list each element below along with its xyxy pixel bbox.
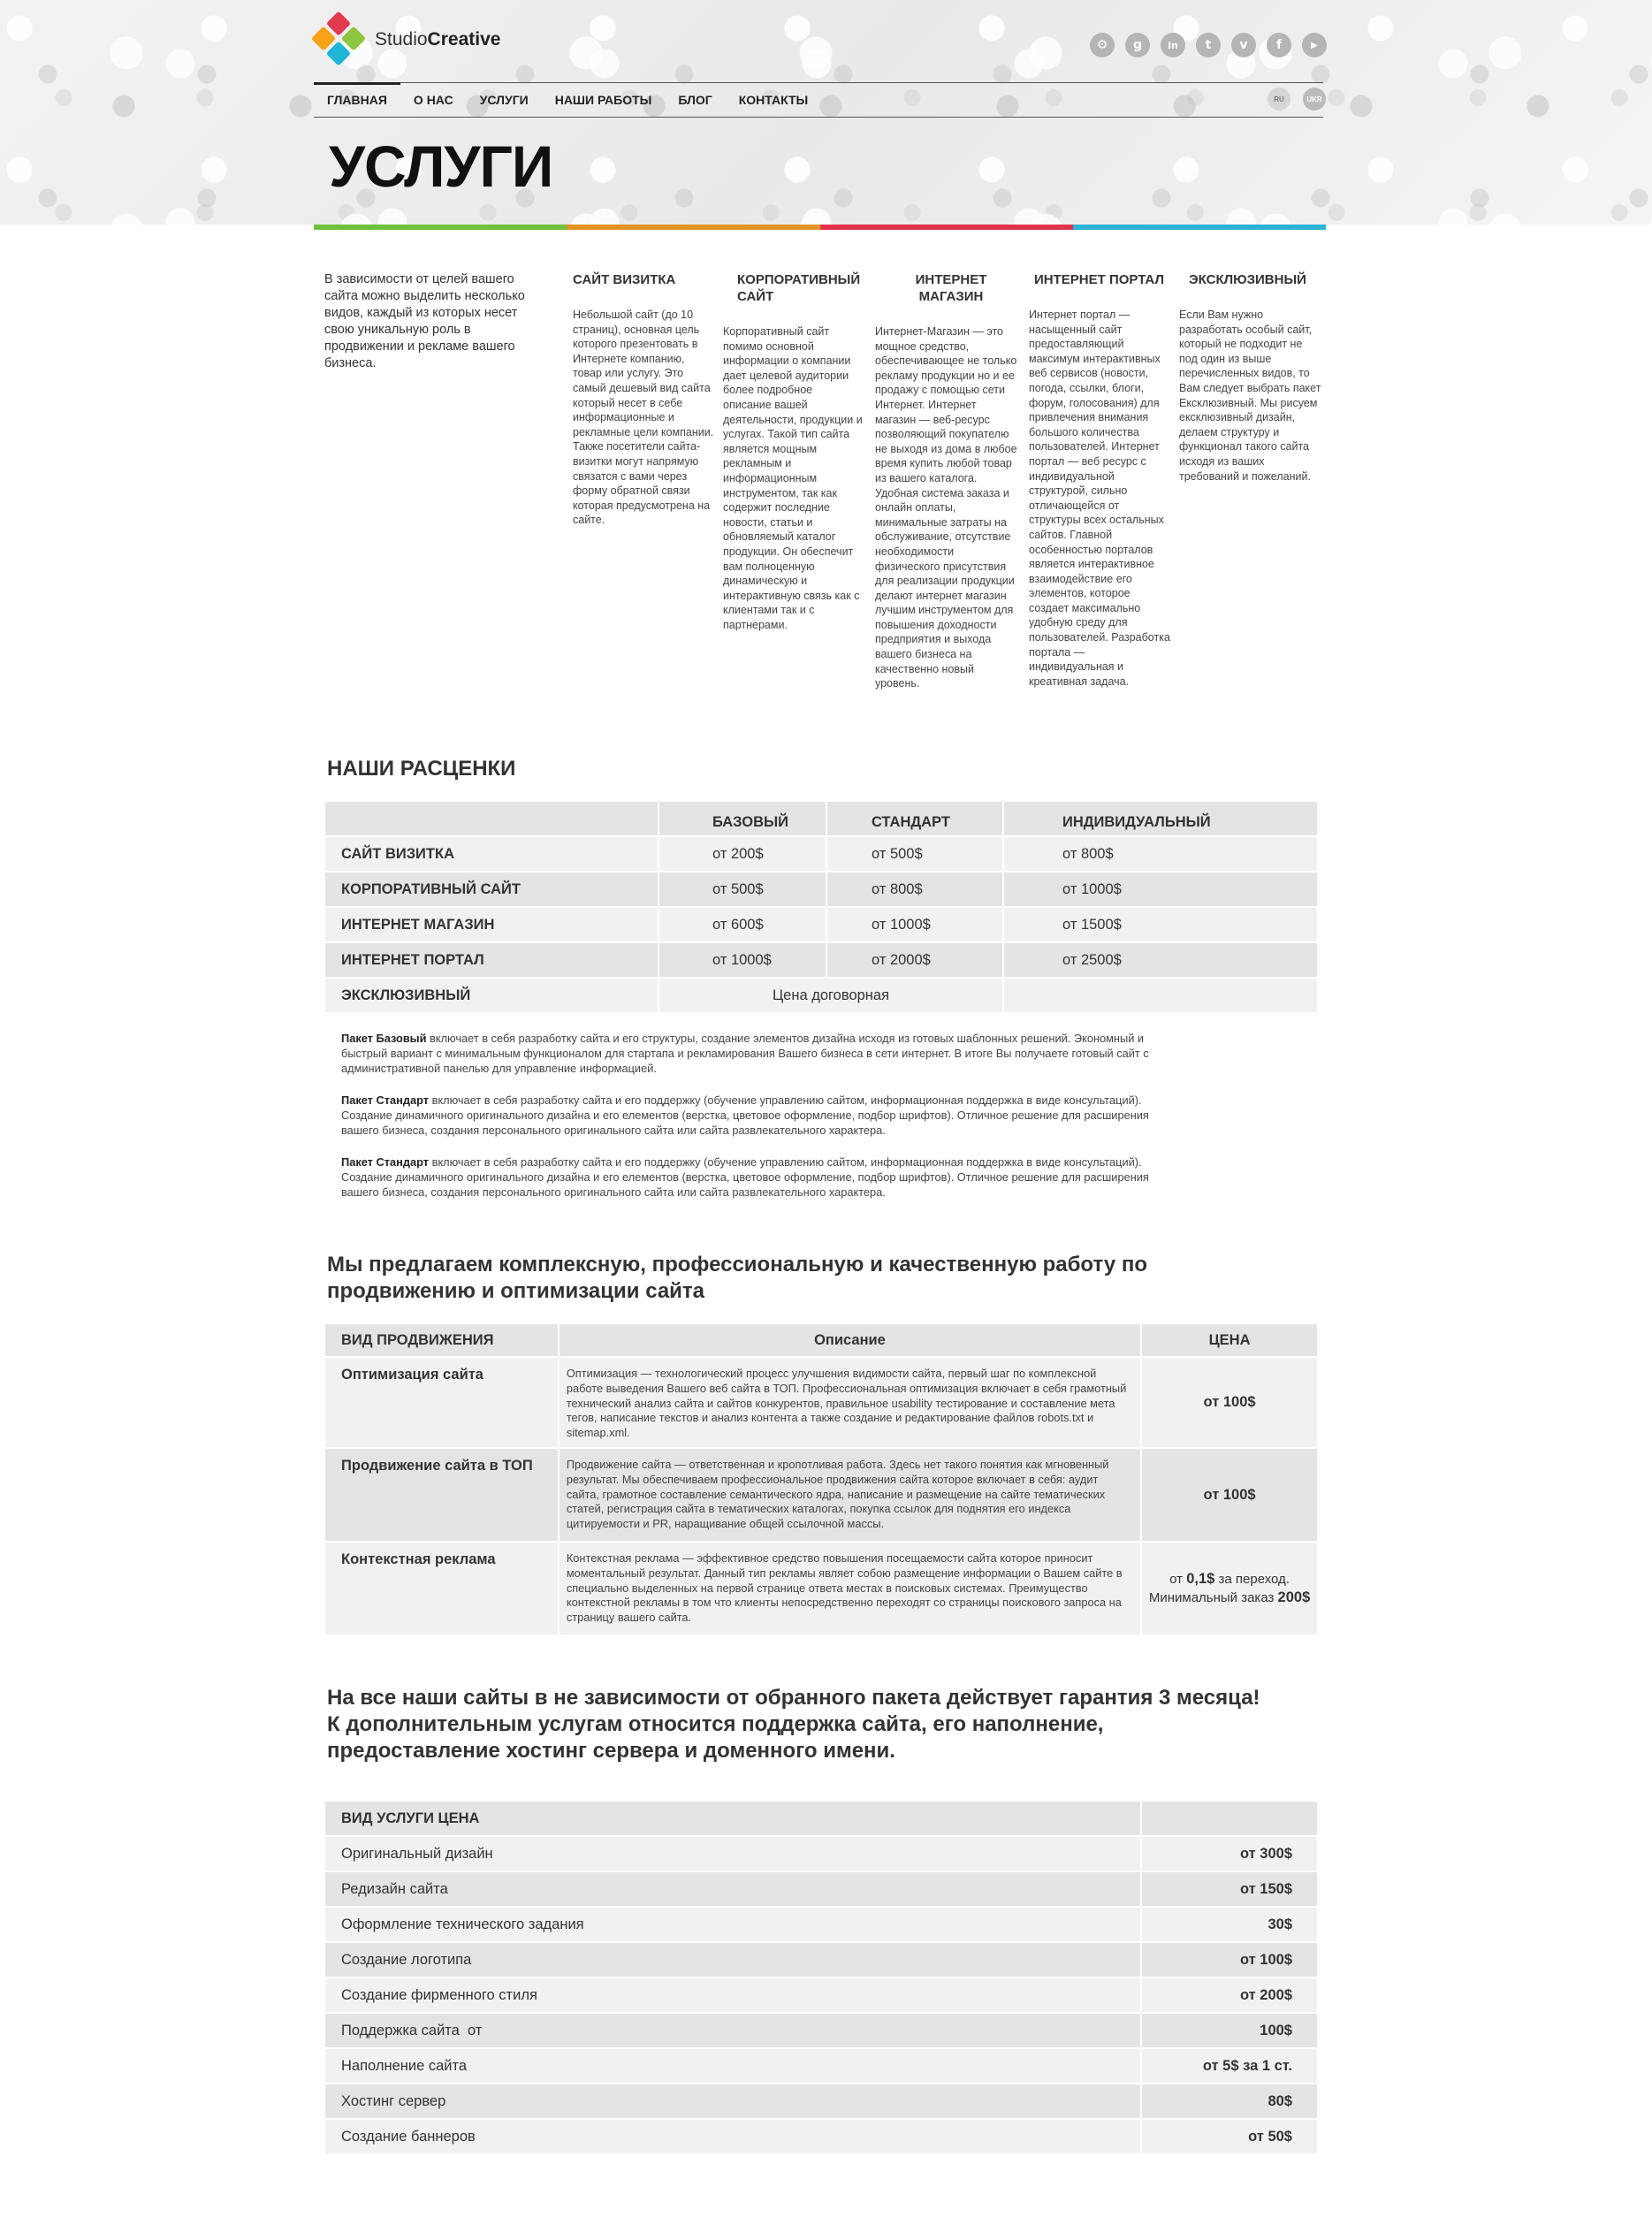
promo-desc: Оптимизация — технологический процесс улучшения видимости сайта, первый шаг по комплексной работе выведения Вашего веб сайта в ТОП. Профессиональная оптимизация включает в себя грамотный технический анализ сайта и сайтов конкурентов, правильное usability тестирование и составление мета тегов, написание текстов и анализ контента а также создание и редактирование файлов robots.txt и sitemap.xml. (559, 1357, 1141, 1448)
nav-about[interactable]: О НАС (413, 93, 453, 107)
color-stripe (314, 225, 1326, 230)
service-text: Интернет портал — насыщенный сайт предоставляющий максимум интерактивных веб сервисов (новости, погода, ссылки, блоги, форум, голосования) для привлечения внимания большого количества пользователей. Интернет портал — веб ресурс с индивидуальной структурой, сильно отличающейся от структуры всех остальных сайтов. Главной особенностью порталов является интерактивное взаимодействие его элементов, которое создает максимально удобную среду для пользователей. Разработка портала — индивидуальная и креативная задача. (1029, 309, 1170, 688)
service-corporate (723, 271, 863, 632)
table-header-row (324, 1801, 1318, 1836)
vimeo-icon[interactable]: v (1231, 33, 1256, 57)
lang-ru[interactable]: RU (1268, 88, 1290, 110)
promo-price: от 0,1$ за переход. Минимальный заказ 200$ (1141, 1542, 1318, 1635)
table-row (324, 1836, 1318, 1871)
table-row (324, 1357, 1318, 1448)
stripe-green (314, 225, 567, 230)
stripe-red (820, 225, 1073, 230)
service-price: от 50$ (1141, 2119, 1318, 2154)
table-header-cell: СТАНДАРТ (826, 801, 1003, 836)
table-row (324, 907, 1318, 942)
stripe-orange (567, 225, 819, 230)
price-cell: от 800$ (1003, 836, 1318, 872)
price-cell: от 500$ (659, 872, 826, 907)
table-row (324, 872, 1318, 907)
service-name: Оформление технического задания (324, 1907, 1141, 1942)
price-cell: от 200$ (659, 836, 826, 872)
pricing-title: НАШИ РАСЦЕНКИ (327, 757, 516, 781)
service-exclusive (1179, 271, 1322, 484)
service-name: Создание фирменного стиля (324, 1977, 1141, 2013)
facebook-icon[interactable]: f (1267, 33, 1291, 57)
service-name: Поддержка сайта от (324, 2013, 1141, 2048)
service-shop (875, 271, 1018, 691)
service-title: ЭКСКЛЮЗИВНЫЙ (1189, 272, 1306, 287)
price-cell: от 2000$ (826, 942, 1003, 978)
package-description: Пакет Стандарт включает в себя разработку сайта и его поддержку (обучение управлению сайтом, информационная поддержка в виде консультаций). Создание динамичного оригинального дизайна и его елементов (верстка, цветовое оформление, подбор шрифтов). Отличное решение для расширения вашего бизнеса, создания персонального оригинального сайта или сайта развлекательного характера. (341, 1093, 1149, 1137)
promo-table (324, 1322, 1319, 1636)
table-row (324, 942, 1318, 978)
dribbble-icon[interactable]: ⚙ (1090, 33, 1115, 57)
google-icon[interactable]: g (1125, 33, 1150, 57)
table-header-cell: ИНДИВИДУАЛЬНЫЙ (1003, 801, 1318, 836)
table-header-row (324, 1323, 1318, 1357)
price-cell: от 600$ (659, 907, 826, 942)
pricing-table (324, 800, 1319, 1014)
guarantee-line: К дополнительным услугам относится поддержка сайта, его наполнение, предоставление хостинг сервера и доменного имени. (327, 1712, 1104, 1763)
table-header-row (324, 801, 1318, 836)
logo-text: StudioCreative (375, 29, 501, 50)
header-hero (0, 0, 1652, 225)
table-header-cell: Описание (559, 1323, 1141, 1357)
service-text: Небольшой сайт (до 10 страниц), основная цель которого презентовать в Интернете компанию, товар или услугу. Это самый дешевый вид сайта который несет в себе информационные и рекламные цели компании. Также посетители сайта-визитки могут напрямую связатся с вами через форму обратной связи которая предусмотрена на сайте. (573, 309, 714, 527)
logo-icon (309, 11, 367, 68)
package-description: Пакет Стандарт включает в себя разработку сайта и его поддержку (обучение управлению сайтом, информационная поддержка в виде консультаций). Создание динамичного оригинального дизайна и его елементов (верстка, цветовое оформление, подбор шрифтов). Отличное решение для расширения вашего бизнеса, создания персонального оригинального сайта или сайта развлекательного характера. (341, 1155, 1149, 1199)
service-title: ИНТЕРНЕТ ПОРТАЛ (1034, 272, 1164, 287)
table-header-cell (324, 801, 659, 836)
price-cell: от 1000$ (1003, 872, 1318, 907)
table-header-cell: ВИД ПРОДВИЖЕНИЯ (324, 1323, 559, 1357)
promo-name: Оптимизация сайта (324, 1357, 559, 1448)
row-label: ЭКСКЛЮЗИВНЫЙ (324, 978, 659, 1013)
package-description: Пакет Базовый включает в себя разработку сайта и его структуры, создание элементов дизайна исходя из готовых шаблонных решений. Экономный и быстрый вариант с минимальным функционалом для стартапа и рекламирования Вашего бизнеса в сети интернет. В итоге Вы получаете готовый сайт с административной панелью для управление информацией. (341, 1032, 1149, 1075)
service-price: от 300$ (1141, 1836, 1318, 1871)
service-name: Создание баннеров (324, 2119, 1141, 2154)
price-cell: от 800$ (826, 872, 1003, 907)
service-price: 80$ (1141, 2084, 1318, 2119)
row-label: КОРПОРАТИВНЫЙ САЙТ (324, 872, 659, 907)
service-name: Редизайн сайта (324, 1871, 1141, 1907)
linkedin-icon[interactable]: in (1161, 33, 1185, 57)
service-price: 30$ (1141, 1907, 1318, 1942)
social-links (1090, 33, 1327, 57)
stripe-blue (1073, 225, 1326, 230)
service-text: Если Вам нужно разработать особый сайт, который не подходит не под один из выше перечисленных видов, то Вам следует выбрать пакет Ексклюзивный. Мы рисуем ексклюзивный дизайн, делаем структуру и функционал такого сайта исходя из ваших требований и пожеланий. (1179, 309, 1321, 483)
row-label: ИНТЕРНЕТ МАГАЗИН (324, 907, 659, 942)
table-row (324, 2013, 1318, 2048)
additional-services-table (324, 1800, 1319, 2155)
table-row (324, 1977, 1318, 2013)
table-header-cell: БАЗОВЫЙ (659, 801, 826, 836)
nav-blog[interactable]: БЛОГ (678, 93, 712, 107)
guarantee-line: На все наши сайты в не зависимости от обранного пакета действует гарантия 3 месяца! (327, 1686, 1260, 1710)
promo-title: Мы предлагаем комплексную, профессиональную и качественную работу по продвижению и оптимизации сайта (327, 1253, 1148, 1303)
price-cell: от 1000$ (826, 907, 1003, 942)
table-row (324, 1871, 1318, 1907)
service-price: 100$ (1141, 2013, 1318, 2048)
nav-services[interactable]: УСЛУГИ (479, 93, 529, 107)
table-row (324, 2119, 1318, 2154)
price-cell: Цена договорная (659, 978, 1003, 1013)
promo-price: от 100$ (1141, 1357, 1318, 1448)
nav-home[interactable]: ГЛАВНАЯ (314, 82, 400, 118)
service-name: Наполнение сайта (324, 2048, 1141, 2084)
row-label: САЙТ ВИЗИТКА (324, 836, 659, 872)
table-row (324, 2048, 1318, 2084)
service-name: Хостинг сервер (324, 2084, 1141, 2119)
price-cell-empty (1003, 978, 1318, 1013)
service-name: Оригинальный дизайн (324, 1836, 1141, 1871)
language-switcher (1268, 88, 1326, 110)
page-title: УСЛУГИ (329, 133, 553, 199)
service-title: ИНТЕРНЕТ МАГАЗИН (915, 272, 987, 304)
service-business-card (573, 271, 714, 528)
price-cell: от 1000$ (659, 942, 826, 978)
intro-text: В зависимости от целей вашего сайта можно выделить несколько видов, каждый из которых несет свою уникальную роль в продвижении и рекламе вашего бизнеса. (324, 272, 525, 370)
logo[interactable] (318, 19, 500, 60)
promo-name: Продвижение сайта в ТОП (324, 1448, 559, 1542)
table-row (324, 1942, 1318, 1977)
promo-desc: Продвижение сайта — ответственная и кропотливая работа. Здесь нет такого понятия как мгновенный результат. Мы обеспечиваем профессиональное продвижения сайта которое включает в себя: аудит сайта, грамотное составление семантического ядра, написание и размещение на сайте тематических статей, регистрация сайта в тематических каталогах, покупка ссылок для поднятия его индекса цитируемости и PR, наращивание общей ссылочной массы. (559, 1448, 1141, 1542)
table-row (324, 2084, 1318, 2119)
service-text: Интернет-Магазин — это мощное средство, обеспечивающее не только рекламу продукции но и ее продажу с помощью сети Интернет. Интернет магазин — веб-ресурс позволяющий покупателю не выходя из дома в любое время купить любой товар из вашего каталога. Удобная система заказа и онлайн оплаты, минимальные затраты на обслуживание, отсутствие необходимости физического присутствия для реализации продукции делают интернет магазин лучшим инструментом для повышения доходности предприятия и выхода вашего бизнеса на качественно новый уровень. (875, 325, 1017, 690)
lang-ukr[interactable]: UKR (1303, 88, 1326, 110)
main-nav (314, 82, 821, 118)
service-title: САЙТ ВИЗИТКА (573, 272, 676, 287)
promo-price: от 100$ (1141, 1448, 1318, 1542)
twitter-icon[interactable]: t (1196, 33, 1221, 57)
table-row (324, 1907, 1318, 1942)
service-portal (1029, 271, 1172, 689)
promo-desc: Контекстная реклама — эффективное средство повышения посещаемости сайта которое приносит моментальный результат. Данный тип рекламы являет собою размещение информации о Вашем сайте в специально выделенных на первой странице ответа местах в поисковых системах. Преимущество контекстной рекламы в том что клиенты непосредственно переходят со страницы поискового запроса на страницу вашего сайта. (559, 1542, 1141, 1635)
service-price: от 5$ за 1 ст. (1141, 2048, 1318, 2084)
price-cell: от 2500$ (1003, 942, 1318, 978)
service-price: от 100$ (1141, 1942, 1318, 1977)
table-header-cell-empty (1141, 1801, 1318, 1836)
table-row (324, 978, 1318, 1013)
service-price: от 150$ (1141, 1871, 1318, 1907)
table-row (324, 1542, 1318, 1635)
table-header-cell: ЦЕНА (1141, 1323, 1318, 1357)
nav-works[interactable]: НАШИ РАБОТЫ (554, 93, 652, 107)
price-cell: от 500$ (826, 836, 1003, 872)
youtube-icon[interactable]: ▶ (1302, 33, 1327, 57)
row-label: ИНТЕРНЕТ ПОРТАЛ (324, 942, 659, 978)
service-price: от 200$ (1141, 1977, 1318, 2013)
table-row (324, 836, 1318, 872)
nav-contacts[interactable]: КОНТАКТЫ (738, 93, 809, 107)
table-header-cell: ВИД УСЛУГИ ЦЕНА (324, 1801, 1141, 1836)
service-title: КОРПОРАТИВНЫЙ САЙТ (737, 272, 861, 304)
promo-name: Контекстная реклама (324, 1542, 559, 1635)
guarantee-text (327, 1685, 1299, 1764)
price-cell: от 1500$ (1003, 907, 1318, 942)
table-row (324, 1448, 1318, 1542)
service-text: Корпоративный сайт помимо основной информации о компании дает целевой аудитории более подробное описание вашей деятельности, продукции и услугах. Такой тип сайта является мощным рекламным и информационным инструментом, так как содержит последние новости, статьи и обновляемый каталог продукции. Он обеспечит вам полноценную динамическую и интерактивную связь как с клиентами так и с партнерами. (723, 325, 863, 631)
service-name: Создание логотипа (324, 1942, 1141, 1977)
